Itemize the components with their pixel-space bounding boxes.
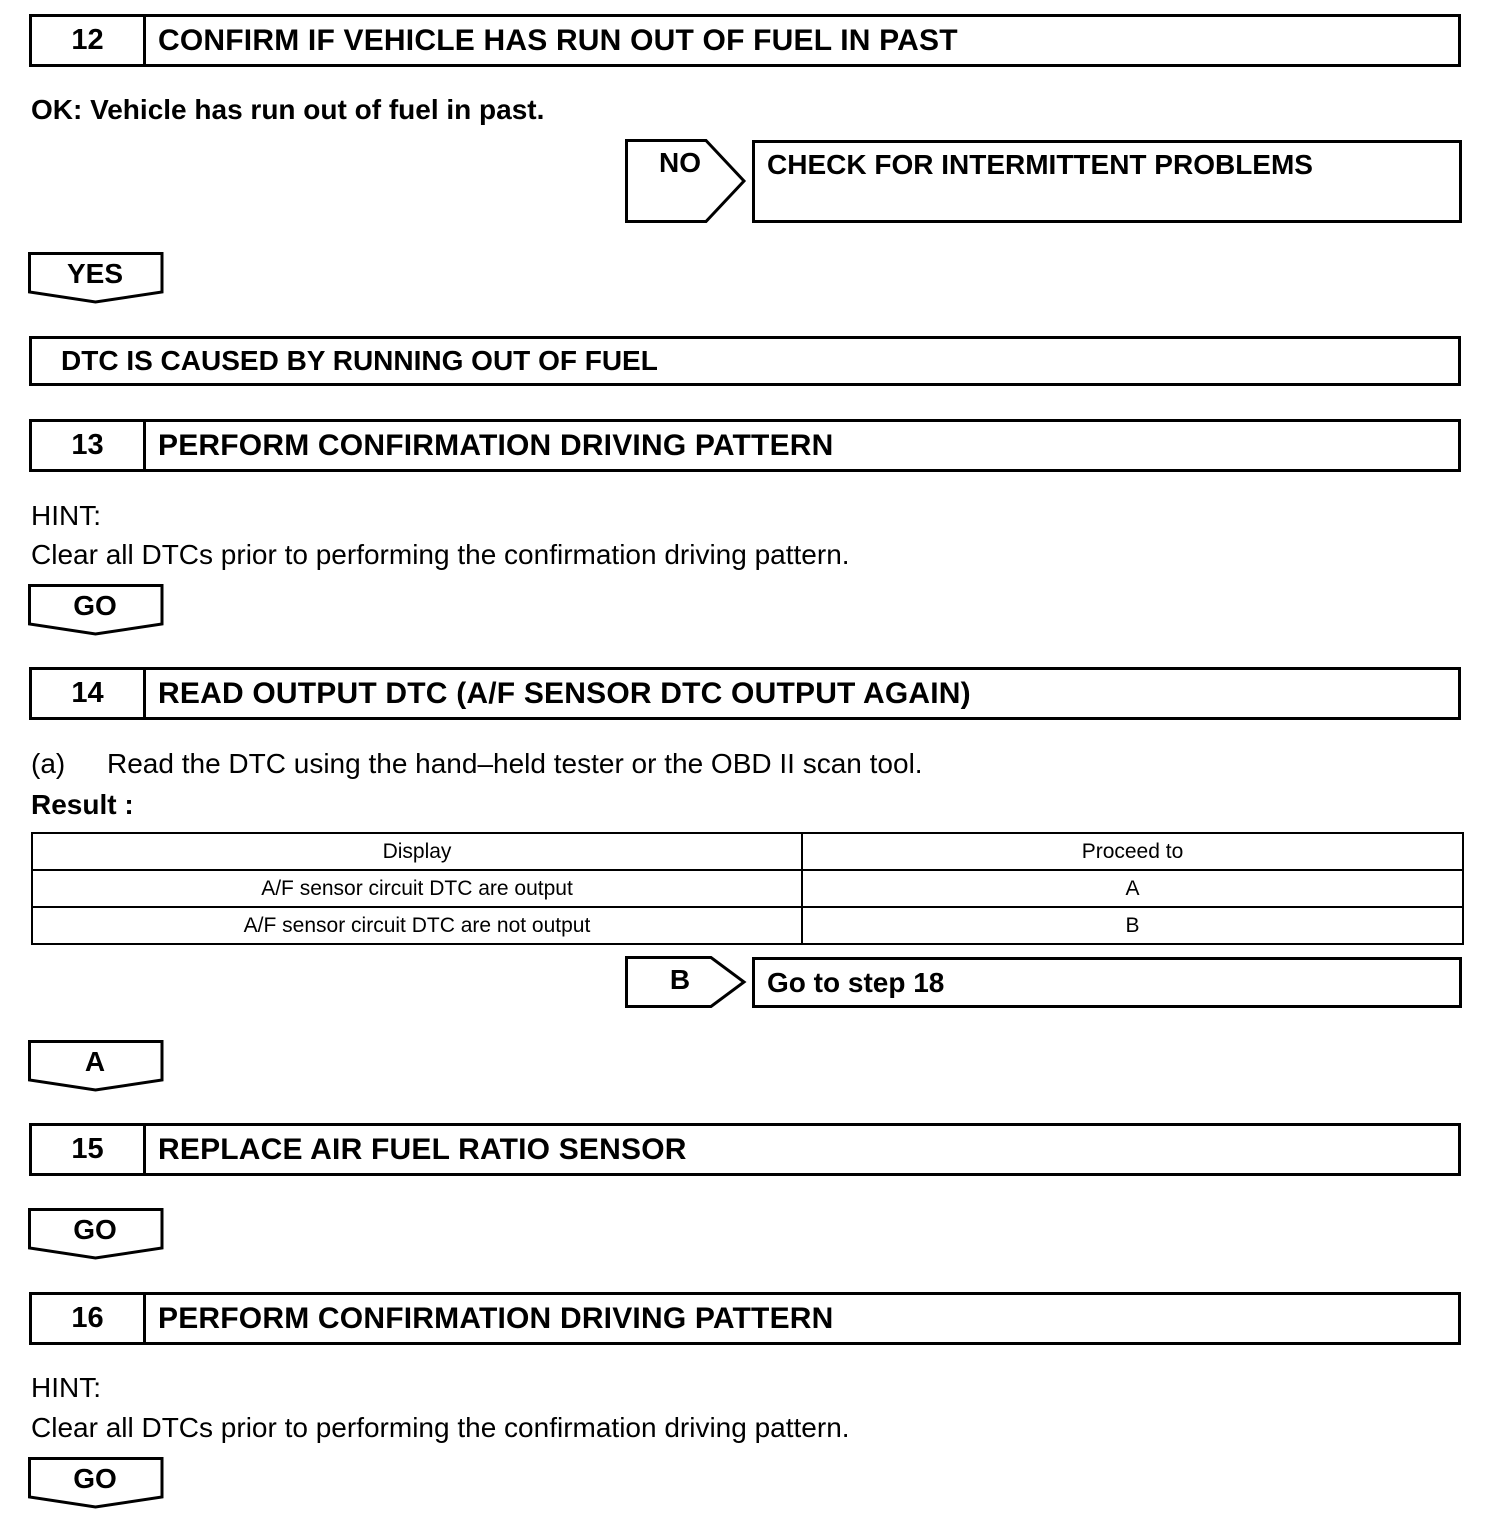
yes-label: YES bbox=[66, 258, 124, 289]
step-title: PERFORM CONFIRMATION DRIVING PATTERN bbox=[158, 1301, 834, 1335]
step-title: REPLACE AIR FUEL RATIO SENSOR bbox=[158, 1132, 687, 1166]
go-tag[interactable] bbox=[28, 1457, 166, 1509]
table-cell: A bbox=[802, 870, 1463, 907]
go-label: GO bbox=[73, 1463, 117, 1494]
table-header-cell: Display bbox=[32, 833, 802, 870]
table-row bbox=[32, 870, 1463, 907]
hint-text: Clear all DTCs prior to performing the confirmation driving pattern. bbox=[31, 1412, 850, 1443]
b-destination-box: Go to step 18 bbox=[752, 957, 1462, 1008]
step-title: CONFIRM IF VEHICLE HAS RUN OUT OF FUEL IN PAST bbox=[158, 23, 958, 57]
step-title: READ OUTPUT DTC (A/F SENSOR DTC OUTPUT AGAIN) bbox=[158, 676, 971, 710]
go-tag[interactable] bbox=[28, 1208, 166, 1260]
step-number: 15 bbox=[32, 1126, 146, 1173]
table-row bbox=[32, 907, 1463, 944]
table-cell: A/F sensor circuit DTC are output bbox=[32, 870, 802, 907]
ok-condition: OK: Vehicle has run out of fuel in past. bbox=[31, 94, 545, 125]
table-header-row bbox=[32, 833, 1463, 870]
no-label: NO bbox=[659, 147, 701, 178]
table-cell: B bbox=[802, 907, 1463, 944]
step-13-header bbox=[29, 419, 1461, 472]
no-destination-box: CHECK FOR INTERMITTENT PROBLEMS bbox=[752, 140, 1462, 223]
step-12-header bbox=[29, 14, 1461, 67]
item-text: Read the DTC using the hand–held tester or the OBD II scan tool. bbox=[107, 748, 923, 779]
conclusion-box: DTC IS CAUSED BY RUNNING OUT OF FUEL bbox=[29, 336, 1461, 386]
step-16-header bbox=[29, 1292, 1461, 1345]
b-branch-tag[interactable] bbox=[625, 956, 747, 1008]
step-14-header bbox=[29, 667, 1461, 720]
b-label: B bbox=[669, 964, 691, 995]
item-marker: (a) bbox=[31, 748, 66, 779]
hint-label: HINT: bbox=[31, 1372, 101, 1403]
go-label: GO bbox=[73, 1214, 117, 1245]
table-cell: A/F sensor circuit DTC are not output bbox=[32, 907, 802, 944]
step-number: 12 bbox=[32, 17, 146, 64]
a-tag[interactable] bbox=[28, 1040, 166, 1092]
result-label: Result : bbox=[31, 789, 134, 820]
a-label: A bbox=[84, 1046, 106, 1077]
result-table bbox=[31, 832, 1464, 945]
go-label: GO bbox=[73, 590, 117, 621]
hint-label: HINT: bbox=[31, 500, 101, 531]
table-header-cell: Proceed to bbox=[802, 833, 1463, 870]
step-number: 13 bbox=[32, 422, 146, 469]
step-number: 16 bbox=[32, 1295, 146, 1342]
yes-tag[interactable] bbox=[28, 252, 166, 304]
go-tag[interactable] bbox=[28, 584, 166, 636]
step-title: PERFORM CONFIRMATION DRIVING PATTERN bbox=[158, 428, 834, 462]
step-15-header bbox=[29, 1123, 1461, 1176]
no-branch-tag[interactable] bbox=[625, 139, 747, 223]
step-number: 14 bbox=[32, 670, 146, 717]
hint-text: Clear all DTCs prior to performing the confirmation driving pattern. bbox=[31, 539, 850, 570]
